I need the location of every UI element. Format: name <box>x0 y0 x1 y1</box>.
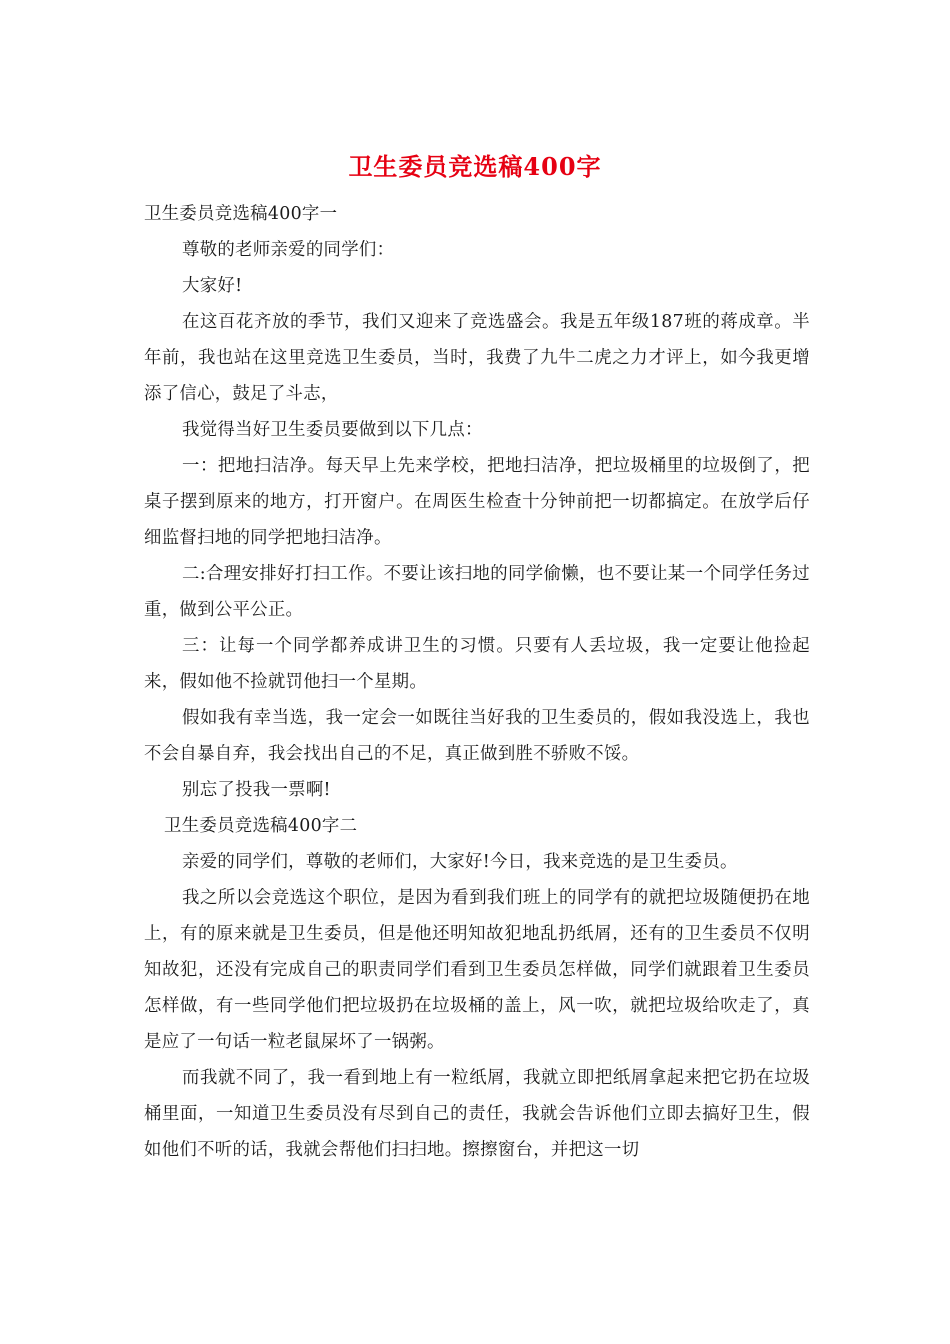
section-heading: 卫生委员竞选稿400字二 <box>164 816 358 836</box>
paragraph: 在这百花齐放的季节，我们又迎来了竞选盛会。我是五年级187班的蒋成章。半年前，我也站在这里竞选卫生委员，当时，我费了九牛二虎之力才评上，如今我更增添了信心，鼓足了斗志， <box>144 312 810 404</box>
section-heading: 卫生委员竞选稿400字一 <box>144 204 338 224</box>
document-body <box>144 196 810 1168</box>
paragraph: 我觉得当好卫生委员要做到以下几点： <box>182 420 483 440</box>
document-title: 卫生委员竞选稿400字 <box>348 152 602 181</box>
paragraph: 一：把地扫洁净。每天早上先来学校，把地扫洁净，把垃圾桶里的垃圾倒了，把桌子摆到原来的地方，打开窗户。在周医生检查十分钟前把一切都搞定。在放学后仔细监督扫地的同学把地扫洁净。 <box>144 456 810 548</box>
paragraph: 亲爱的同学们，尊敬的老师们，大家好!今日，我来竞选的是卫生委员。 <box>182 852 738 872</box>
paragraph: 假如我有幸当选，我一定会一如既往当好我的卫生委员的，假如我没选上，我也不会自暴自弃，我会找出自己的不足，真正做到胜不骄败不馁。 <box>144 708 810 764</box>
paragraph: 而我就不同了，我一看到地上有一粒纸屑，我就立即把纸屑拿起来把它扔在垃圾桶里面，一知道卫生委员没有尽到自己的责任，我就会告诉他们立即去搞好卫生，假如他们不听的话，我就会帮他们扫扫地。擦擦窗台，并把这一切 <box>144 1068 810 1160</box>
paragraph: 三：让每一个同学都养成讲卫生的习惯。只要有人丢垃圾，我一定要让他捡起来，假如他不捡就罚他扫一个星期。 <box>144 636 810 692</box>
paragraph: 尊敬的老师亲爱的同学们： <box>182 240 395 260</box>
paragraph: 二:合理安排好打扫工作。不要让该扫地的同学偷懒，也不要让某一个同学任务过重，做到公平公正。 <box>144 564 810 620</box>
paragraph: 别忘了投我一票啊! <box>182 780 331 800</box>
paragraph: 大家好! <box>182 276 243 296</box>
paragraph: 我之所以会竞选这个职位，是因为看到我们班上的同学有的就把垃圾随便扔在地上，有的原来就是卫生委员，但是他还明知故犯地乱扔纸屑，还有的卫生委员不仅明知故犯，还没有完成自己的职责同学们看到卫生委员怎样做，同学们就跟着卫生委员怎样做，有一些同学他们把垃圾扔在垃圾桶的盖上，风一吹，就把垃圾给吹走了，真是应了一句话一粒老鼠屎坏了一锅粥。 <box>144 888 810 1052</box>
